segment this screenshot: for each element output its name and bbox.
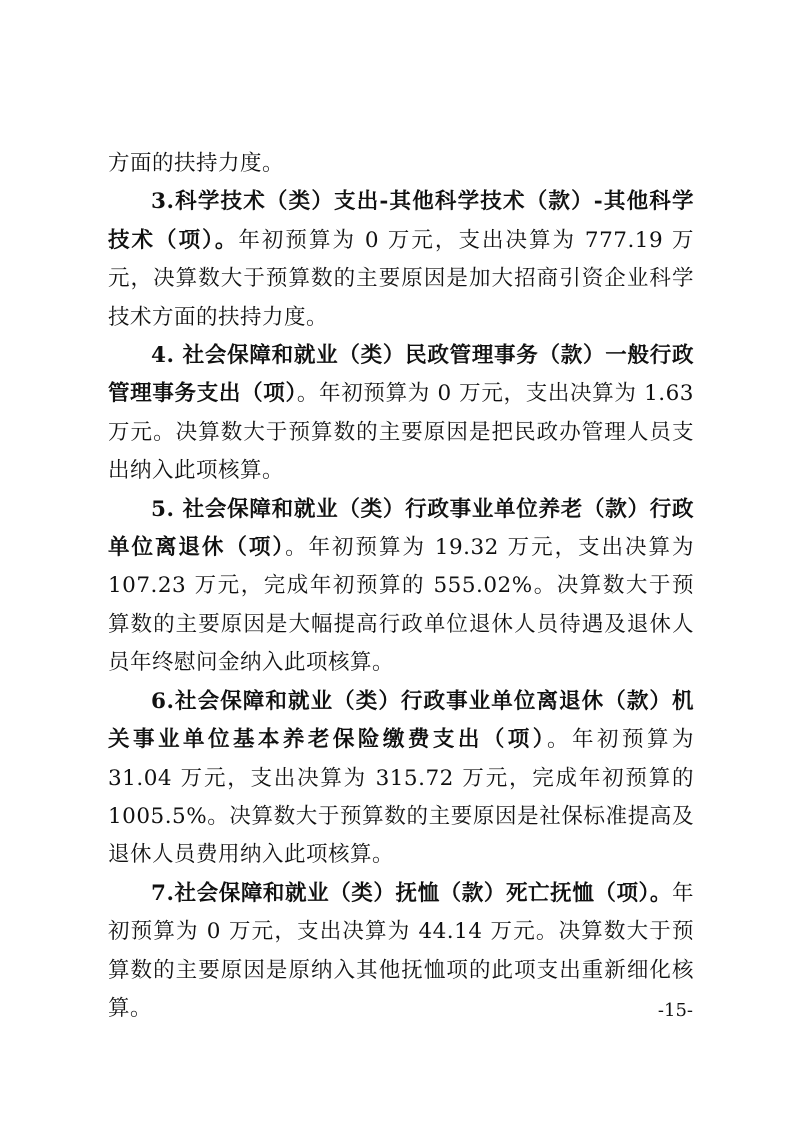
paragraph-text: 年初预算为 0 万元，支出决算为 44.14 万元。决算数大于预算数的主要原因是原纳入其他抚恤项的此项支出重新细化核算。	[108, 880, 694, 1021]
paragraph-bold-lead: 5. 社会保障和就业（类）行政事业单位养老（款）行政单位离退休（项）	[108, 496, 694, 561]
paragraph-bold-lead: 4. 社会保障和就业（类）民政管理事务（款）一般行政管理事务支出（项）	[108, 343, 694, 407]
paragraph-item-6	[108, 683, 694, 875]
page-number: -15-	[657, 1000, 693, 1021]
body-text	[108, 145, 694, 1028]
paragraph-text: 。年初预算为 31.04 万元，支出决算为 315.72 万元，完成年初预算的 1005.5%。决算数大于预算数的主要原因是社保标准提高及退休人员费用纳入此项核算。	[108, 727, 694, 868]
paragraph-bold-lead: 6.社会保障和就业（类）行政事业单位离退休（款）机关事业单位基本养老保险缴费支出（项）	[108, 688, 694, 753]
paragraph-item-4	[108, 337, 694, 491]
paragraph-continuation	[108, 145, 694, 183]
paragraph-item-3	[108, 183, 694, 337]
paragraph-item-7	[108, 875, 694, 1029]
paragraph-bold-lead: 3.科学技术（类）支出-其他科学技术（款）-其他科学技术（项）。	[108, 189, 694, 253]
paragraph-text: 。年初预算为 19.32 万元，支出决算为 107.23 万元，完成年初预算的 555.02%。决算数大于预算数的主要原因是大幅提高行政单位退休人员待遇及退休人员年终慰问金纳入此项核算。	[108, 535, 694, 676]
paragraph-item-5	[108, 491, 694, 683]
paragraph-text: 年初预算为 0 万元，支出决算为 777.19 万元，决算数大于预算数的主要原因是加大招商引资企业科学技术方面的扶持力度。	[108, 227, 694, 330]
paragraph-text: 。年初预算为 0 万元，支出决算为 1.63 万元。决算数大于预算数的主要原因是把民政办管理人员支出纳入此项核算。	[108, 381, 694, 484]
paragraph-text: 方面的扶持力度。	[108, 151, 285, 176]
paragraph-bold-lead: 7.社会保障和就业（类）抚恤（款）死亡抚恤（项）。	[151, 880, 672, 906]
